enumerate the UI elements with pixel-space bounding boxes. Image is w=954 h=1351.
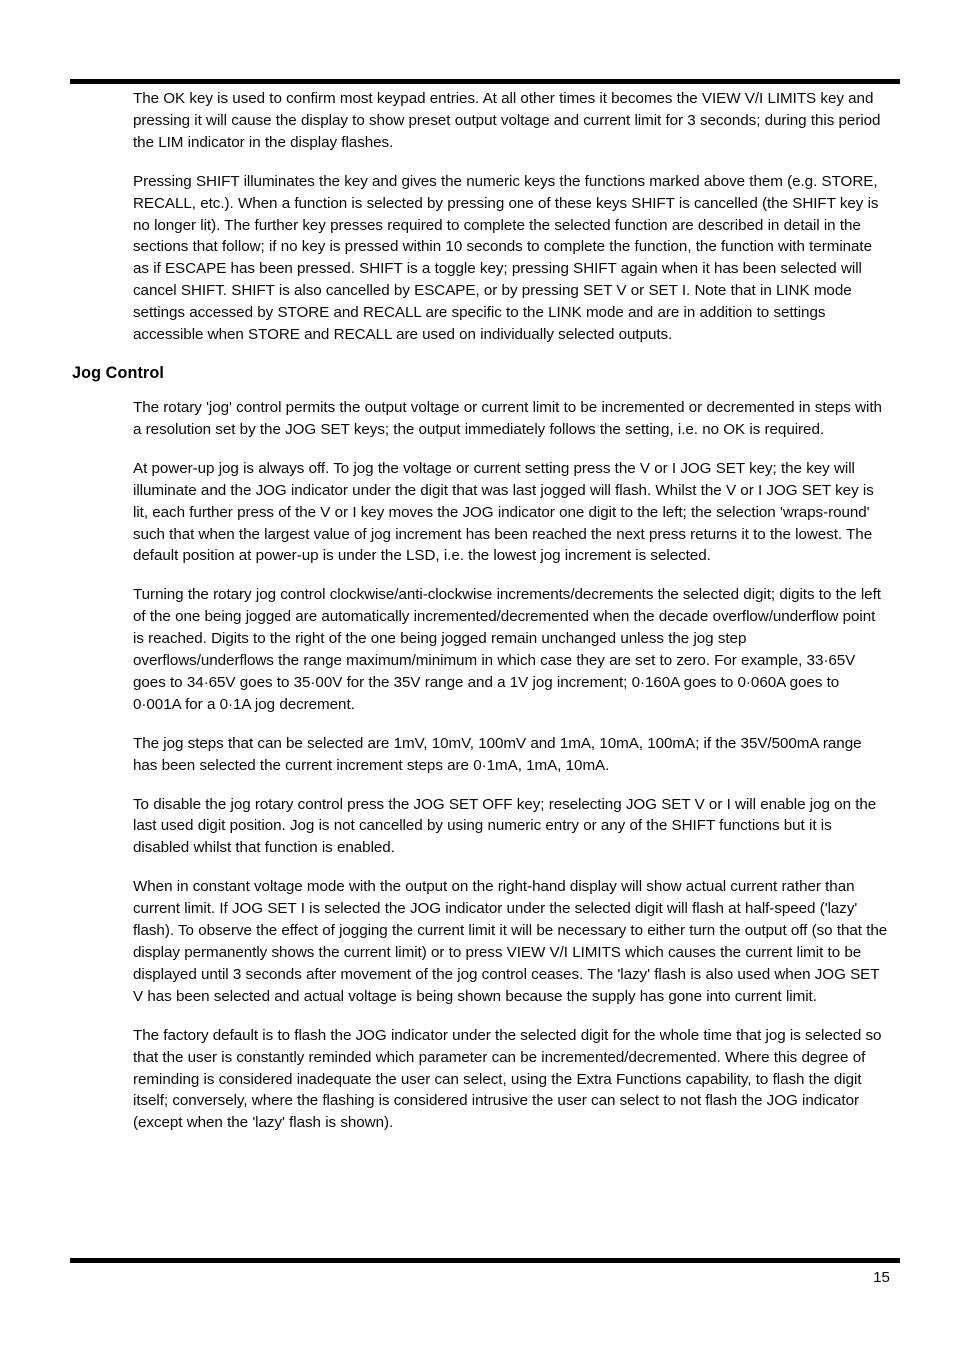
page-number: 15 xyxy=(873,1269,890,1286)
section-heading-jog-control: Jog Control xyxy=(72,363,164,382)
paragraph-jog-factory-default: The factory default is to flash the JOG indicator under the selected digit for the whole time that jog is selected so that the user is constantly reminded which parameter can be incremented/decremented. Where this degree of reminding is considered inadequate the user can select, using the Extra Functions capability, to flash the digit itself; conversely, where the flashing is considered intrusive the user can select to not flash the JOG indicator (except when the 'lazy' flash is shown). xyxy=(133,1026,882,1132)
header-rule xyxy=(70,79,900,84)
paragraph-jog-turning: Turning the rotary jog control clockwise/anti-clockwise increments/decrements the selected digit; digits to the left of the one being jogged are automatically incremented/decremented when the decade overflow/underflow point is reached. Digits to the right of the one being jogged remain unchanged unless the jog step overflows/underflows the range maximum/minimum in which case they are set to zero. For example, 33·65V goes to 34·65V goes to 35·00V for the 35V range and a 1V jog increment; 0·160A goes to 0·060A goes to 0·001A for a 0·1A jog decrement. xyxy=(133,586,881,713)
paragraph-ok-key: The OK key is used to confirm most keypad entries. At all other times it becomes the VIEW V/I LIMITS key and pressing it will cause the display to show preset output voltage and current limit for 3 seconds; during this period the LIM indicator in the display flashes. xyxy=(133,90,881,151)
paragraph-jog-power-up: At power-up jog is always off. To jog the voltage or current setting press the V or I JOG SET key; the key will illuminate and the JOG indicator under the digit that was last jogged will flash. Whilst the V or I JOG SET key is lit, each further press of the V or I key moves the JOG indicator one digit to the left; the selection 'wraps-round' such that when the largest value of jog increment has been reached the next press returns it to the lowest. The default position at power-up is under the LSD, i.e. the lowest jog increment is selected. xyxy=(133,459,874,565)
paragraph-jog-disable: To disable the jog rotary control press the JOG SET OFF key; reselecting JOG SET V or I will enable jog on the last used digit position. Jog is not cancelled by using numeric entry or any of the SHIFT functions but it is disabled whilst that function is enabled. xyxy=(133,795,877,857)
paragraph-jog-constant-voltage: When in constant voltage mode with the output on the right-hand display will show actual current rather than current limit. If JOG SET I is selected the JOG indicator under the selected digit will flash at half-speed ('lazy' flash). To observe the effect of jogging the current limit it will be necessary to either turn the output off (so that the display permanently shows the current limit) or to press VIEW V/I LIMITS which causes the current limit to be displayed until 3 seconds after movement of the jog control ceases. The 'lazy' flash is also used when JOG SET V has been selected and actual voltage is being shown because the supply has gone into current limit. xyxy=(133,878,888,1005)
paragraph-jog-rotary-intro: The rotary 'jog' control permits the output voltage or current limit to be incremented or decremented in steps with a resolution set by the JOG SET keys; the output immediately follows the setting, i.e. no OK is required. xyxy=(133,398,882,438)
page-content xyxy=(72,88,890,1151)
footer-rule xyxy=(70,1258,900,1263)
paragraph-jog-steps: The jog steps that can be selected are 1mV, 10mV, 100mV and 1mA, 10mA, 100mA; if the 35V/500mA range has been selected the current increment steps are 0·1mA, 1mA, 10mA. xyxy=(133,734,862,774)
paragraph-shift-key: Pressing SHIFT illuminates the key and gives the numeric keys the functions marked above them (e.g. STORE, RECALL, etc.). When a function is selected by pressing one of these keys SHIFT is cancelled (the SHIFT key is no longer lit). The further key presses required to complete the selected function are described in detail in the sections that follow; if no key is pressed within 10 seconds to complete the function, the function with terminate as if ESCAPE has been pressed. SHIFT is a toggle key; pressing SHIFT again when it has been selected will cancel SHIFT. SHIFT is also cancelled by ESCAPE, or by pressing SET V or SET I. Note that in LINK mode settings accessed by STORE and RECALL are specific to the LINK mode and are in addition to settings accessible when STORE and RECALL are used on individually selected outputs. xyxy=(133,172,879,344)
